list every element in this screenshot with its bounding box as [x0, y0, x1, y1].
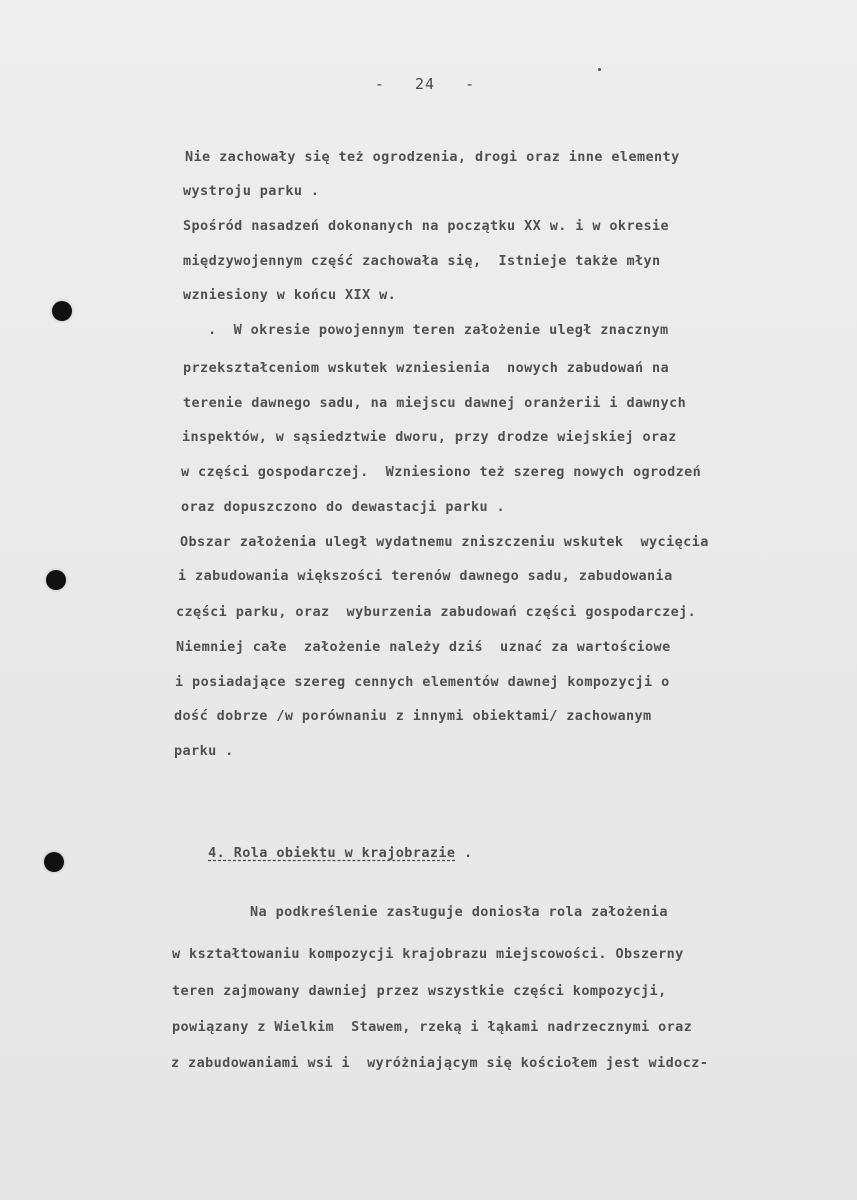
text-line: dość dobrze /w porównaniu z innymi obiektami/ zachowanym: [174, 708, 652, 724]
text-line: międzywojennym część zachowała się, Istnieje także młyn: [183, 253, 661, 269]
paper-speck: [598, 68, 601, 71]
punch-hole-bottom: [44, 852, 64, 872]
text-line: powiązany z Wielkim Stawem, rzeką i łąkami nadrzecznymi oraz: [172, 1019, 693, 1035]
page-number: - 24 -: [374, 75, 476, 93]
text-line: Obszar założenia uległ wydatnemu zniszczeniu wskutek wycięcia: [180, 534, 709, 550]
text-line: oraz dopuszczono do dewastacji parku .: [181, 499, 506, 515]
text-line: parku .: [174, 743, 234, 759]
text-line: z zabudowaniami wsi i wyróżniającym się kościołem jest widocz-: [171, 1055, 709, 1071]
text-line: i zabudowania większości terenów dawnego sadu, zabudowania: [178, 568, 673, 584]
text-line: . W okresie powojennym teren założenie uległ znacznym: [208, 322, 669, 338]
text-line: Niemniej całe założenie należy dziś uznać za wartościowe: [176, 639, 671, 655]
text-line: przekształceniom wskutek wzniesienia nowych zabudowań na: [183, 360, 670, 376]
punch-hole-middle: [46, 570, 66, 590]
text-line: Spośród nasadzeń dokonanych na początku XX w. i w okresie: [183, 218, 670, 234]
text-line: Nie zachowały się też ogrodzenia, drogi oraz inne elementy: [185, 149, 680, 165]
section-heading-suffix: .: [455, 845, 473, 861]
punch-hole-top: [52, 301, 72, 321]
section-heading: [174, 829, 473, 877]
text-line: terenie dawnego sadu, na miejscu dawnej oranżerii i dawnych: [183, 395, 687, 411]
text-line: części parku, oraz wyburzenia zabudowań części gospodarczej.: [176, 604, 697, 620]
text-line: teren zajmowany dawniej przez wszystkie części kompozycji,: [172, 983, 667, 999]
section-heading-title: 4. Rola obiektu w krajobrazie: [208, 845, 456, 861]
text-line: w kształtowaniu kompozycji krajobrazu miejscowości. Obszerny: [172, 946, 684, 962]
text-line: w części gospodarczej. Wzniesiono też szereg nowych ogrodzeń: [181, 464, 702, 480]
text-line: wzniesiony w końcu XIX w.: [183, 287, 397, 303]
text-line: inspektów, w sąsiedztwie dworu, przy drodze wiejskiej oraz: [182, 429, 677, 445]
text-line: wystroju parku .: [183, 183, 320, 199]
text-line: Na podkreślenie zasługuje doniosła rola założenia: [250, 904, 668, 920]
text-line: i posiadające szereg cennych elementów dawnej kompozycji o: [175, 674, 670, 690]
